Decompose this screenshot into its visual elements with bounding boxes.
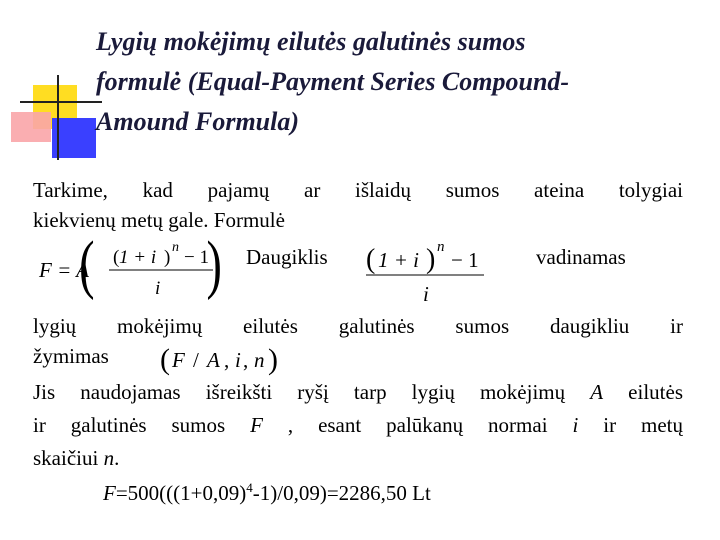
body-line-5 (33, 377, 683, 407)
body-line-2: kiekvienų metų gale. Formulė (33, 208, 285, 232)
formula-paren-open: ( (113, 247, 120, 268)
factor-notation (160, 342, 285, 378)
decor-pink-square (11, 112, 51, 142)
slide-title (96, 22, 706, 142)
notation-sep-1: , (224, 348, 230, 372)
factor-exponent: n (437, 239, 445, 255)
calc-pre: =500(((1+0,09) (115, 481, 247, 505)
formula-big-paren-right: ) (206, 228, 222, 302)
body-line-7 (33, 443, 119, 473)
formula-numerator-base: 1 + i (119, 247, 157, 268)
notation-sep-2: , (243, 348, 249, 372)
body-line-5-pre: Jis naudojamas išreikšti ryšį tarp lygių mokėjimų (33, 380, 591, 404)
formula-big-paren-left: ( (79, 228, 95, 302)
factor-label: Daugiklis (246, 245, 328, 269)
called-label: vadinamas (536, 245, 626, 269)
var-i: i (572, 413, 579, 437)
calc-var-F: F (103, 481, 116, 505)
title-line-1: Lygių mokėjimų eilutės galutinės sumos (96, 27, 526, 56)
example-calculation (103, 478, 431, 508)
notation-paren-close: ) (268, 343, 278, 376)
body-line-4: žymimas (33, 344, 109, 368)
notation-F: F (172, 348, 185, 372)
decor-vertical-line (57, 75, 59, 160)
compound-amount-formula (35, 228, 225, 307)
factor-paren-close: ) (426, 244, 436, 275)
factor-denominator: i (423, 282, 429, 306)
factor-paren-open: ( (366, 244, 376, 275)
formula-exponent: n (172, 240, 179, 255)
body-line-6 (33, 410, 683, 440)
body-line-7-post: . (114, 446, 120, 470)
factor-minus-one: − 1 (451, 248, 479, 272)
body-line-1: Tarkime, kad pajamų ar išlaidų sumos ateina tolygiai (33, 178, 683, 202)
notation-n: n (254, 348, 265, 372)
notation-slash: / (193, 348, 199, 372)
title-line-3: Amound Formula) (96, 107, 300, 136)
factor-numerator-base: 1 + i (378, 248, 420, 272)
formula-denominator: i (155, 278, 161, 299)
formula-lhs: F = A (39, 258, 89, 282)
notation-A: A (207, 348, 220, 372)
title-line-2: formulė (Equal-Payment Series Compound- (96, 67, 570, 96)
calc-exponent: 4 (246, 480, 253, 495)
body-line-5-post: eilutės (603, 380, 683, 404)
var-A: A (590, 380, 604, 404)
notation-i: i (235, 348, 241, 372)
body-line-7-pre: skaičiui (33, 446, 104, 470)
calc-post: -1)/0,09)=2286,50 Lt (252, 481, 431, 505)
formula-minus-one: − 1 (184, 247, 209, 268)
notation-paren-open: ( (160, 343, 170, 376)
body-line-6-post: ir metų (578, 413, 683, 437)
formula-paren-close: ) (164, 247, 171, 268)
body-line-3: lygių mokėjimų eilutės galutinės sumos daugikliu ir (33, 314, 683, 338)
body-line-6-mid: , esant palūkanų normai (262, 413, 573, 437)
body-line-6-pre: ir galutinės sumos (33, 413, 251, 437)
var-F: F (250, 413, 263, 437)
decor-horizontal-line (20, 101, 102, 103)
compound-amount-factor (366, 238, 496, 310)
var-n: n (103, 446, 115, 470)
